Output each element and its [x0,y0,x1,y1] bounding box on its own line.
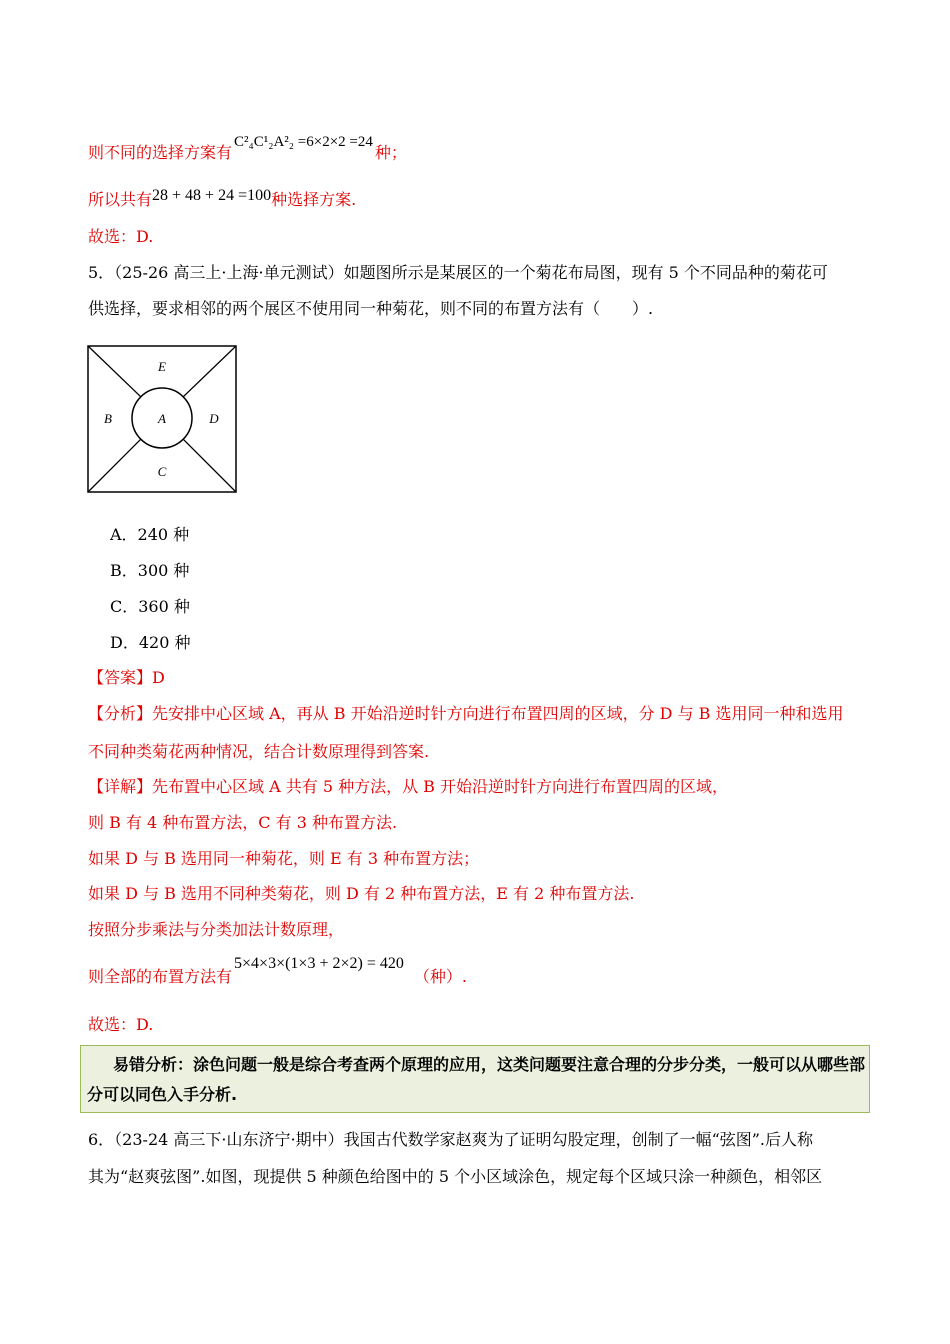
chrysanthemum-layout-diagram [87,345,237,495]
q5-analysis-line-1: 【分析】先安排中心区域 A，再从 B 开始沿逆时针方向进行布置四周的区域，分 D 与 B 选用同一种和选用 [88,704,844,723]
formula-total: 5×4×3×(1×3 + 2×2) = 420 [234,955,404,972]
solution-line-2-suffix: 种选择方案. [271,190,357,209]
diagram-diagonal-tl [88,346,141,397]
q5-detail-line-6-suffix: （种）. [413,967,467,986]
error-analysis-text: 易错分析：涂色问题一般是综合考查两个原理的应用，这类问题要注意合理的分步分类，一般可以从哪些部分可以同色入手分析. [87,1055,866,1104]
q5-option-c[interactable]: C．360 种 [110,597,190,616]
q5-detail-line-4: 如果 D 与 B 选用不同种类菊花，则 D 有 2 种布置方法，E 有 2 种布置方法. [88,884,635,903]
q5-detail-line-6-prefix: 则全部的布置方法有 [88,967,233,986]
region-label-a: A [158,411,166,426]
solution-conclusion-top: 故选：D. [88,227,154,246]
q6-stem-line-1: 6．（23-24 高三下·山东济宁·期中）我国古代数学家赵爽为了证明勾股定理，创制了一幅“弦图”.后人称 [88,1130,814,1149]
q5-stem-line-1: 5．（25-26 高三上·上海·单元测试）如题图所示是某展区的一个菊花布局图，现有 5 个不同品种的菊花可 [88,263,828,282]
region-label-e: E [158,359,166,374]
solution-line-1 [88,130,407,162]
region-label-b: B [104,411,112,426]
q5-stem-line-2: 供选择，要求相邻的两个展区不使用同一种菊花，则不同的布置方法有（ ）. [88,299,654,318]
q5-detail-line-5: 按照分步乘法与分类加法计数原理， [88,920,345,939]
diagram-diagonal-br [183,439,236,492]
q5-detail-line-6 [88,952,467,986]
solution-line-1-suffix: 种； [374,143,407,162]
region-label-d: D [209,411,219,426]
q5-option-a[interactable]: A．240 种 [110,525,190,544]
q5-answer: 【答案】D [88,668,165,687]
diagram-diagonal-tr [183,346,236,397]
formula-choose: C²₄C¹₂A²₂ =6×2×2 =24 [234,134,373,150]
solution-line-2-prefix: 所以共有 [88,190,153,209]
q5-option-d[interactable]: D．420 种 [110,633,191,652]
formula-sum: 28 + 48 + 24 =100 [152,187,272,204]
diagram-diagonal-bl [88,439,141,492]
q5-detail-line-2: 则 B 有 4 种布置方法，C 有 3 种布置方法. [88,813,398,832]
error-analysis-box [80,1045,870,1113]
q5-option-b[interactable]: B．300 种 [110,561,190,580]
q5-conclusion: 故选：D. [88,1015,154,1034]
q6-stem-line-2: 其为“赵爽弦图”.如图，现提供 5 种颜色给图中的 5 个小区域涂色，规定每个区域只涂一种颜色，相邻区 [88,1167,823,1186]
solution-line-1-prefix: 则不同的选择方案有 [88,143,233,162]
solution-line-2 [88,186,356,209]
q5-analysis-line-2: 不同种类菊花两种情况，结合计数原理得到答案. [88,742,430,761]
region-label-c: C [157,464,167,479]
q5-detail-line-3: 如果 D 与 B 选用同一种菊花，则 E 有 3 种布置方法； [88,849,480,868]
q5-detail-line-1: 【详解】先布置中心区域 A 共有 5 种方法，从 B 开始沿逆时针方向进行布置四周的区域， [88,777,729,796]
